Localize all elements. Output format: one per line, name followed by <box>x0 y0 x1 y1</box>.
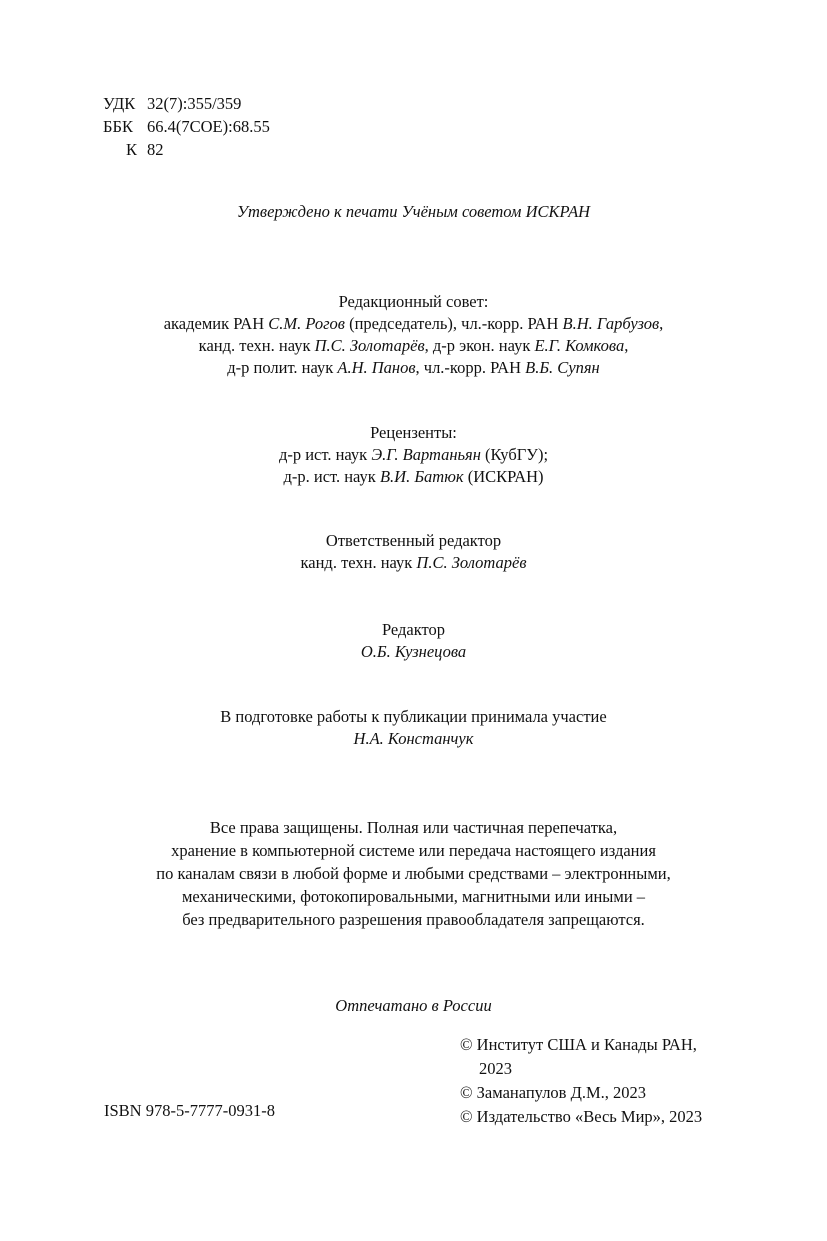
reviewers-heading: Рецензенты: <box>370 423 457 442</box>
text-segment: д-р полит. наук <box>227 358 338 377</box>
udk-label: УДК <box>103 94 136 113</box>
person-name: П.С. Золотарёв <box>314 336 425 355</box>
text-segment: , д-р экон. наук <box>424 336 535 355</box>
classification-codes <box>103 92 270 161</box>
person-name: Э.Г. Вартаньян <box>371 445 481 464</box>
responsible-editor-line <box>0 552 827 574</box>
copyright-line: 2023 <box>479 1059 512 1078</box>
responsible-editor-heading: Ответственный редактор <box>325 531 502 550</box>
preparation-name-line <box>0 728 827 750</box>
printed-text: Отпечатано в России <box>335 996 492 1015</box>
person-name: В.Н. Гарбузов <box>562 314 660 333</box>
text-segment: канд. техн. наук <box>198 336 315 355</box>
text-segment: д-р ист. наук <box>278 445 372 464</box>
person-name: С.М. Рогов <box>268 314 345 333</box>
reviewer-line <box>0 444 827 466</box>
copyright-block <box>460 1033 702 1129</box>
approval-note <box>0 202 827 222</box>
person-name: В.И. Батюк <box>379 467 464 486</box>
person-name: П.С. Золотарёв <box>416 553 527 572</box>
person-name: А.Н. Панов <box>337 358 416 377</box>
text-segment: , <box>624 336 629 355</box>
editorial-board-line <box>0 335 827 357</box>
isbn: ISBN 978-5-7777-0931-8 <box>104 1101 275 1120</box>
approval-text: Утверждено к печати Учёным советом ИСКРАН <box>236 202 591 221</box>
copyright-line: © Издательство «Весь Мир», 2023 <box>460 1107 703 1126</box>
udk-code <box>103 92 270 115</box>
editor-heading: Редактор <box>381 620 446 639</box>
author-mark <box>103 138 270 161</box>
text-segment: д-р. ист. наук <box>283 467 380 486</box>
bbk-code <box>103 115 270 138</box>
rights-line: хранение в компьютерной системе или передача настоящего издания <box>171 841 656 860</box>
author-mark-label: К <box>126 140 138 159</box>
rights-line: без предварительного разрешения правообладателя запрещаются. <box>182 910 645 929</box>
person-name: Е.Г. Комкова <box>534 336 625 355</box>
text-segment: академик РАН <box>163 314 269 333</box>
copyright-line: © Заманапулов Д.М., 2023 <box>460 1083 647 1102</box>
text-segment: , <box>659 314 664 333</box>
rights-line: механическими, фотокопировальными, магнитными или иными – <box>181 887 646 906</box>
text-segment: (КубГУ); <box>480 445 549 464</box>
copyright-line: © Институт США и Канады РАН, <box>460 1035 697 1054</box>
rights-line: по каналам связи в любой форме и любыми средствами – электронными, <box>156 864 671 883</box>
editorial-board-line <box>0 357 827 379</box>
reviewer-line <box>0 466 827 488</box>
rights-line: Все права защищены. Полная или частичная перепечатка, <box>209 818 618 837</box>
text-segment: канд. техн. наук <box>300 553 417 572</box>
person-name: О.Б. Кузнецова <box>360 642 467 661</box>
editor-name-line <box>0 641 827 663</box>
text-segment: , чл.-корр. РАН <box>415 358 526 377</box>
editorial-board-line <box>0 313 827 335</box>
person-name: В.Б. Супян <box>525 358 600 377</box>
text-segment: (ИСКРАН) <box>463 467 544 486</box>
bbk-value: 66.4(7СОЕ):68.55 <box>147 117 270 136</box>
person-name: Н.А. Констанчук <box>353 729 474 748</box>
bbk-label: ББК <box>103 117 133 136</box>
author-mark-value: 82 <box>147 140 164 159</box>
editorial-board-heading: Редакционный совет: <box>338 292 489 311</box>
preparation-heading: В подготовке работы к публикации принимала участие <box>220 707 607 726</box>
udk-value: 32(7):355/359 <box>147 94 242 113</box>
printed-note <box>0 996 827 1016</box>
text-segment: (председатель), чл.-корр. РАН <box>344 314 563 333</box>
